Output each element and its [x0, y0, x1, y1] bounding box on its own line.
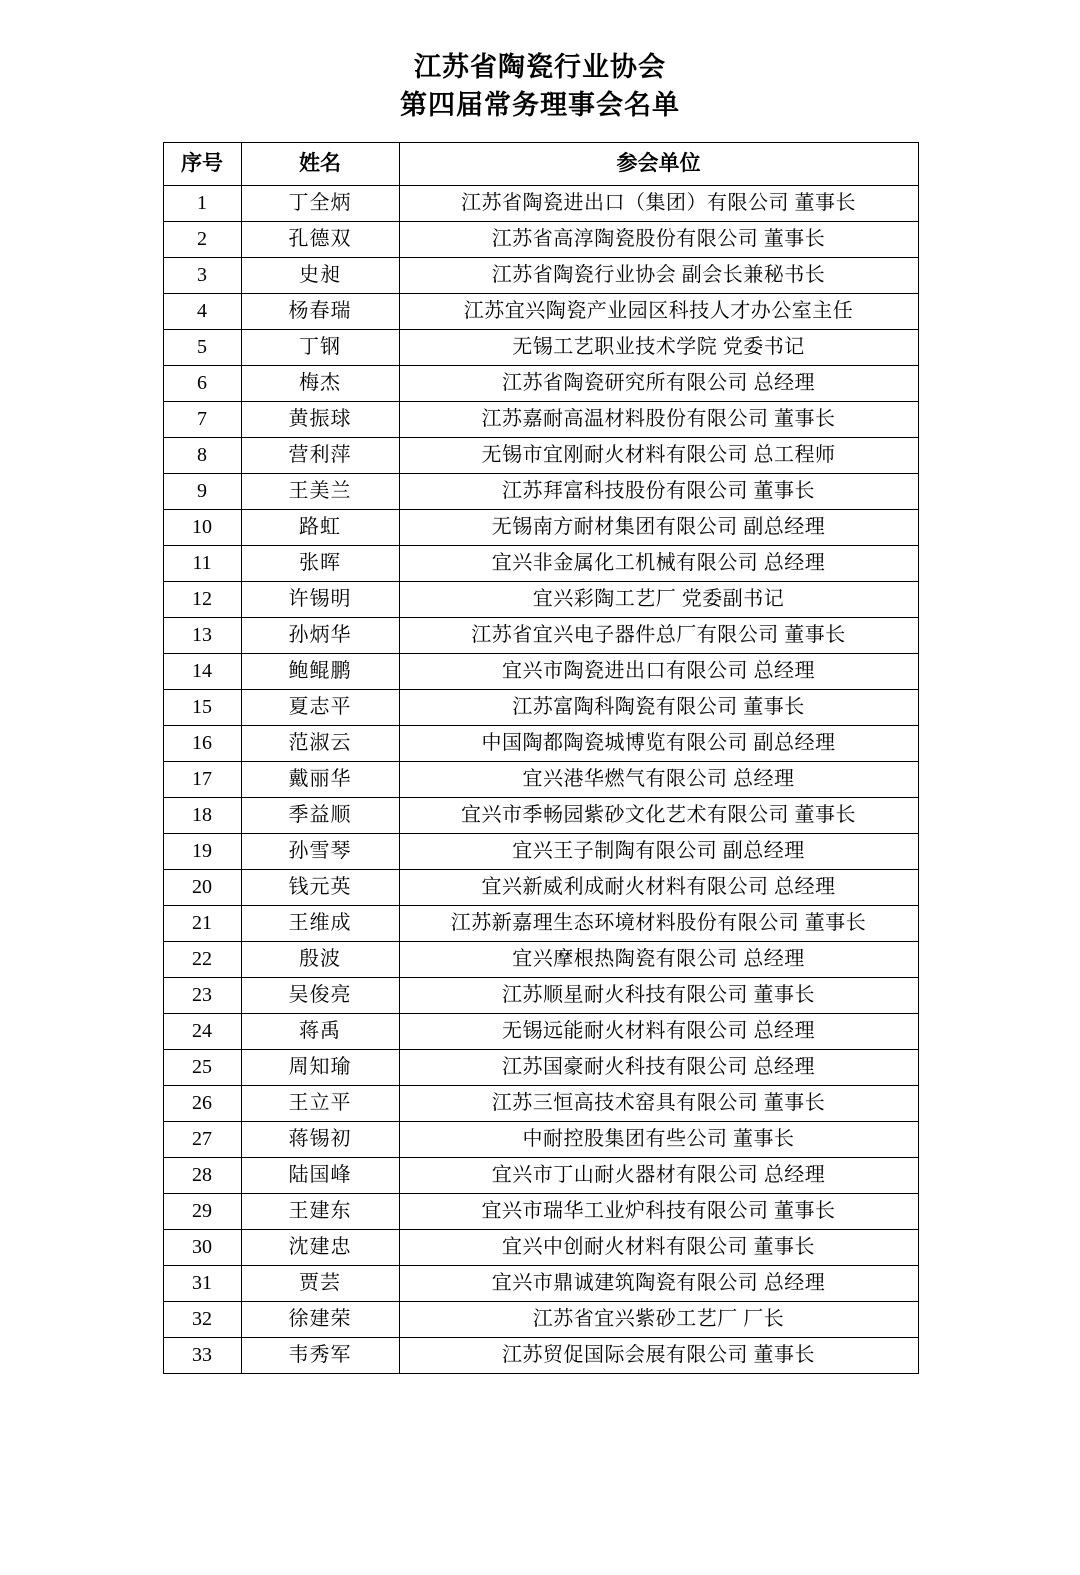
cell-name: 王建东	[241, 1194, 399, 1230]
column-header-unit: 参会单位	[399, 143, 918, 186]
cell-unit: 江苏贸促国际会展有限公司 董事长	[399, 1338, 918, 1374]
cell-index: 17	[163, 762, 241, 798]
cell-unit: 宜兴市瑞华工业炉科技有限公司 董事长	[399, 1194, 918, 1230]
cell-unit: 江苏国豪耐火科技有限公司 总经理	[399, 1050, 918, 1086]
cell-index: 23	[163, 978, 241, 1014]
cell-name: 沈建忠	[241, 1230, 399, 1266]
page-title	[0, 48, 1080, 124]
cell-name: 蒋锡初	[241, 1122, 399, 1158]
cell-unit: 宜兴市陶瓷进出口有限公司 总经理	[399, 654, 918, 690]
table-row	[163, 870, 918, 906]
cell-unit: 江苏宜兴陶瓷产业园区科技人才办公室主任	[399, 294, 918, 330]
cell-name: 孙雪琴	[241, 834, 399, 870]
cell-unit: 无锡市宜刚耐火材料有限公司 总工程师	[399, 438, 918, 474]
cell-name: 夏志平	[241, 690, 399, 726]
cell-name: 丁钢	[241, 330, 399, 366]
cell-name: 陆国峰	[241, 1158, 399, 1194]
cell-index: 21	[163, 906, 241, 942]
table-row	[163, 1122, 918, 1158]
cell-index: 18	[163, 798, 241, 834]
cell-index: 11	[163, 546, 241, 582]
column-header-index: 序号	[163, 143, 241, 186]
cell-name: 王维成	[241, 906, 399, 942]
cell-index: 5	[163, 330, 241, 366]
cell-index: 28	[163, 1158, 241, 1194]
cell-unit: 江苏三恒高技术窑具有限公司 董事长	[399, 1086, 918, 1122]
title-line-2: 第四届常务理事会名单	[400, 90, 680, 120]
cell-unit: 宜兴市鼎诚建筑陶瓷有限公司 总经理	[399, 1266, 918, 1302]
cell-unit: 宜兴摩根热陶瓷有限公司 总经理	[399, 942, 918, 978]
cell-unit: 江苏省陶瓷研究所有限公司 总经理	[399, 366, 918, 402]
cell-unit: 江苏省高淳陶瓷股份有限公司 董事长	[399, 222, 918, 258]
cell-unit: 江苏省宜兴紫砂工艺厂 厂长	[399, 1302, 918, 1338]
table-row	[163, 294, 918, 330]
table-row	[163, 366, 918, 402]
table-row	[163, 510, 918, 546]
cell-unit: 中耐控股集团有些公司 董事长	[399, 1122, 918, 1158]
table-row	[163, 582, 918, 618]
cell-unit: 中国陶都陶瓷城博览有限公司 副总经理	[399, 726, 918, 762]
cell-name: 徐建荣	[241, 1302, 399, 1338]
title-line-1: 江苏省陶瓷行业协会	[414, 52, 666, 82]
cell-name: 王立平	[241, 1086, 399, 1122]
cell-index: 2	[163, 222, 241, 258]
cell-name: 鲍鲲鹏	[241, 654, 399, 690]
cell-unit: 江苏省陶瓷进出口（集团）有限公司 董事长	[399, 186, 918, 222]
table-row	[163, 1338, 918, 1374]
roster-table-container	[163, 142, 918, 1374]
cell-index: 4	[163, 294, 241, 330]
cell-name: 丁全炳	[241, 186, 399, 222]
cell-name: 殷波	[241, 942, 399, 978]
table-row	[163, 1158, 918, 1194]
cell-index: 14	[163, 654, 241, 690]
cell-index: 29	[163, 1194, 241, 1230]
table-header	[163, 143, 918, 186]
cell-name: 周知瑜	[241, 1050, 399, 1086]
cell-unit: 江苏新嘉理生态环境材料股份有限公司 董事长	[399, 906, 918, 942]
table-row	[163, 474, 918, 510]
cell-unit: 宜兴市季畅园紫砂文化艺术有限公司 董事长	[399, 798, 918, 834]
cell-unit: 宜兴非金属化工机械有限公司 总经理	[399, 546, 918, 582]
table-row	[163, 546, 918, 582]
cell-index: 10	[163, 510, 241, 546]
column-header-name: 姓名	[241, 143, 399, 186]
cell-index: 25	[163, 1050, 241, 1086]
cell-name: 杨春瑞	[241, 294, 399, 330]
cell-name: 韦秀军	[241, 1338, 399, 1374]
table-row	[163, 402, 918, 438]
cell-name: 王美兰	[241, 474, 399, 510]
cell-name: 许锡明	[241, 582, 399, 618]
table-row	[163, 186, 918, 222]
cell-index: 6	[163, 366, 241, 402]
cell-name: 史昶	[241, 258, 399, 294]
cell-index: 8	[163, 438, 241, 474]
cell-index: 33	[163, 1338, 241, 1374]
cell-index: 3	[163, 258, 241, 294]
cell-name: 贾芸	[241, 1266, 399, 1302]
document-page	[0, 48, 1080, 1575]
cell-index: 27	[163, 1122, 241, 1158]
table-row	[163, 762, 918, 798]
cell-index: 1	[163, 186, 241, 222]
cell-index: 31	[163, 1266, 241, 1302]
table-row	[163, 330, 918, 366]
table-row	[163, 726, 918, 762]
table-row	[163, 906, 918, 942]
cell-name: 孔德双	[241, 222, 399, 258]
cell-index: 20	[163, 870, 241, 906]
table-row	[163, 1230, 918, 1266]
cell-index: 26	[163, 1086, 241, 1122]
table-body	[163, 186, 918, 1374]
cell-unit: 无锡远能耐火材料有限公司 总经理	[399, 1014, 918, 1050]
cell-index: 7	[163, 402, 241, 438]
table-header-row	[163, 143, 918, 186]
table-row	[163, 1266, 918, 1302]
table-row	[163, 258, 918, 294]
table-row	[163, 690, 918, 726]
cell-name: 孙炳华	[241, 618, 399, 654]
cell-unit: 江苏省陶瓷行业协会 副会长兼秘书长	[399, 258, 918, 294]
cell-unit: 宜兴港华燃气有限公司 总经理	[399, 762, 918, 798]
table-row	[163, 1302, 918, 1338]
table-row	[163, 798, 918, 834]
cell-name: 张晖	[241, 546, 399, 582]
cell-index: 12	[163, 582, 241, 618]
cell-name: 范淑云	[241, 726, 399, 762]
cell-index: 32	[163, 1302, 241, 1338]
cell-name: 钱元英	[241, 870, 399, 906]
cell-name: 戴丽华	[241, 762, 399, 798]
cell-index: 16	[163, 726, 241, 762]
cell-name: 路虹	[241, 510, 399, 546]
cell-unit: 江苏拜富科技股份有限公司 董事长	[399, 474, 918, 510]
table-row	[163, 978, 918, 1014]
cell-name: 季益顺	[241, 798, 399, 834]
table-row	[163, 834, 918, 870]
cell-unit: 江苏嘉耐高温材料股份有限公司 董事长	[399, 402, 918, 438]
cell-unit: 江苏顺星耐火科技有限公司 董事长	[399, 978, 918, 1014]
roster-table	[163, 142, 919, 1374]
cell-name: 营利萍	[241, 438, 399, 474]
table-row	[163, 438, 918, 474]
cell-index: 30	[163, 1230, 241, 1266]
cell-index: 22	[163, 942, 241, 978]
cell-unit: 无锡工艺职业技术学院 党委书记	[399, 330, 918, 366]
table-row	[163, 618, 918, 654]
cell-name: 吴俊亮	[241, 978, 399, 1014]
cell-unit: 无锡南方耐材集团有限公司 副总经理	[399, 510, 918, 546]
cell-unit: 宜兴中创耐火材料有限公司 董事长	[399, 1230, 918, 1266]
cell-index: 15	[163, 690, 241, 726]
table-row	[163, 654, 918, 690]
cell-index: 9	[163, 474, 241, 510]
cell-unit: 宜兴王子制陶有限公司 副总经理	[399, 834, 918, 870]
cell-unit: 江苏富陶科陶瓷有限公司 董事长	[399, 690, 918, 726]
cell-unit: 江苏省宜兴电子器件总厂有限公司 董事长	[399, 618, 918, 654]
table-row	[163, 942, 918, 978]
cell-unit: 宜兴市丁山耐火器材有限公司 总经理	[399, 1158, 918, 1194]
cell-name: 蒋禹	[241, 1014, 399, 1050]
cell-index: 19	[163, 834, 241, 870]
table-row	[163, 1050, 918, 1086]
cell-name: 黄振球	[241, 402, 399, 438]
cell-name: 梅杰	[241, 366, 399, 402]
table-row	[163, 1014, 918, 1050]
cell-unit: 宜兴彩陶工艺厂 党委副书记	[399, 582, 918, 618]
cell-index: 24	[163, 1014, 241, 1050]
cell-index: 13	[163, 618, 241, 654]
table-row	[163, 1086, 918, 1122]
table-row	[163, 1194, 918, 1230]
cell-unit: 宜兴新威利成耐火材料有限公司 总经理	[399, 870, 918, 906]
table-row	[163, 222, 918, 258]
